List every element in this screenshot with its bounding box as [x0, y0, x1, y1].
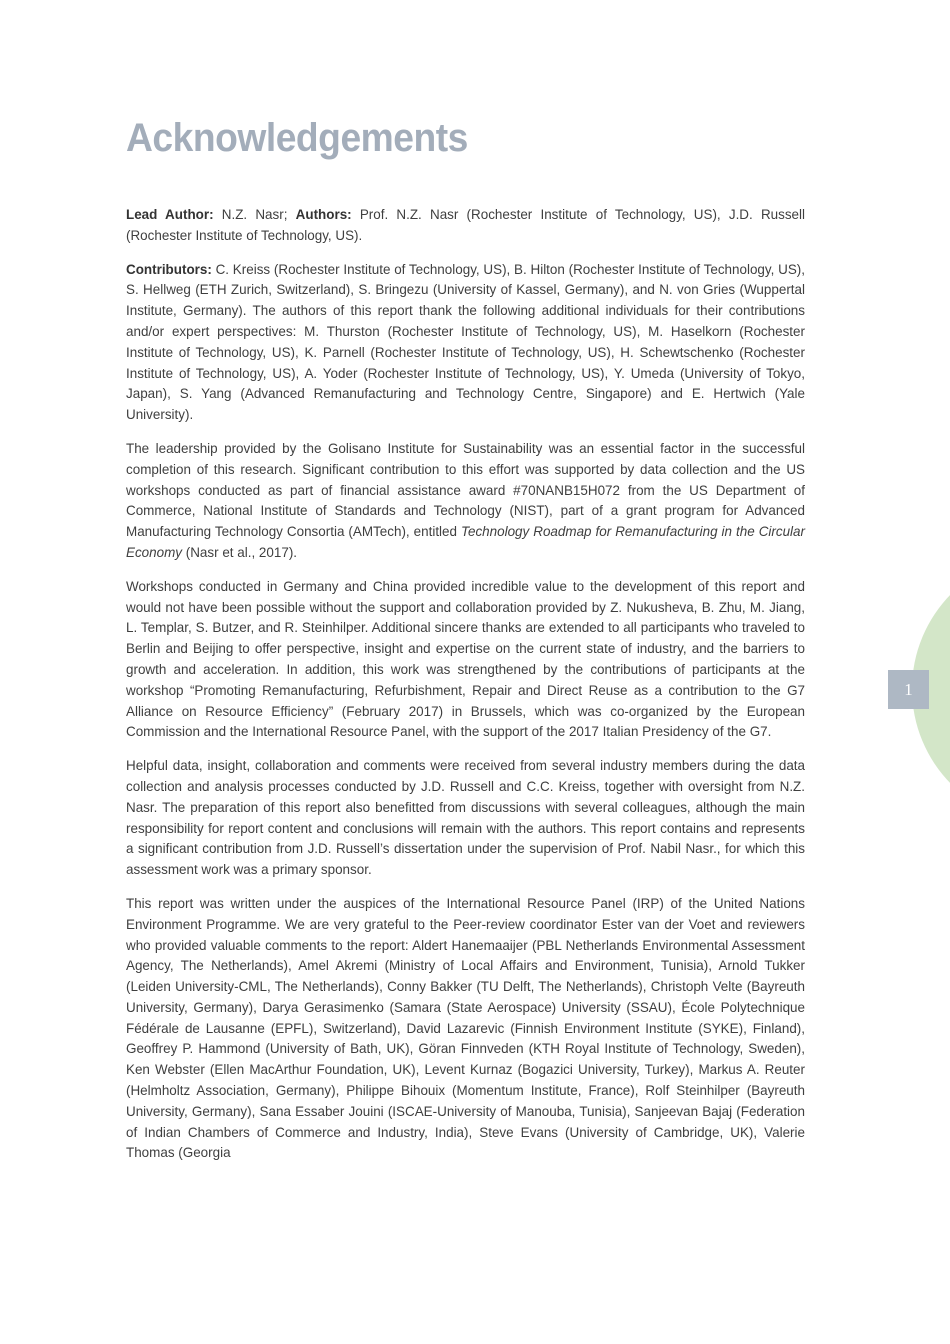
leadership-citation: (Nasr et al., 2017). — [182, 544, 298, 560]
leadership-text: The leadership provided by the Golisano Institute for Sustainability was an essential factor in the successful completion of this research. Significant contribution to this effort was supported by data collection and the US workshops conducted as part of financial assistance award #70NANB15H072 from the US Department of Commerce, National Institute of Standards and Technology (NIST), part of a grant program for Advanced Manufacturing Technology Consortia (AMTech), entitled — [126, 440, 805, 540]
paragraph-industry: Helpful data, insight, collaboration and comments were received from several industry members during the data collection and analysis processes conducted by J.D. Russell and C.C. Kreiss, together with oversight from N.Z. Nasr. The preparation of this report also benefitted from discussions with several colleagues, although the main responsibility for report content and conclusions will remain with the authors. This report contains and represents a significant contribution from J.D. Russell’s dissertation under the supervision of Prof. Nabil Nasr., for which this assessment work was a primary sponsor. — [126, 758, 805, 878]
authors-label: Authors: — [295, 207, 352, 222]
authors-text: Prof. N.Z. Nasr (Rochester Institute of Technology, US), J.D. Russell (Rochester Institute of Technology, US). — [126, 207, 806, 243]
paragraph-irp: This report was written under the auspices of the International Resource Panel (IRP) of the United Nations Environment Programme. We are very grateful to the Peer-review coordinator Ester van der Voet and reviewers who provided valuable comments to the report: Aldert Hanemaaijer (PBL Netherlands Environmental Assessment Agency, The Netherlands), Amel Akremi (Ministry of Local Affairs and Environment, Tunisia), Arnold Tukker (Leiden University-CML, The Netherlands), Conny Bakker (TU Delft, The Netherlands), Christoph Velte (Bayreuth University, Germany), Darya Gerasimenko (Samara (State Aerospace) University (SSAU), École Polytechnique Fédérale de Lausanne (EPFL), Switzerland), David Lazarevic (Finnish Environment Institute (SYKE), Finland), Geoffrey P. Hammond (University of Bath, UK), Göran Finnveden (KTH Royal Institute of Technology, Sweden), Ken Webster (Ellen MacArthur Foundation, UK), Levent Kurnaz (Bogazici University, Turkey), Markus A. Reuter (Helmholtz Association, Germany), Philippe Bihouix (Momentum Institute, France), Rolf Steinhilper (Bayreuth University, Germany), Sana Essaber Jouini (ISCAE-University of Manouba, Tunisia), Sanjeevan Bajaj (Federation of Indian Chambers of Commerce and Industry, India), Steve Evans (University of Cambridge, UK), Valerie Thomas (Georgia — [126, 895, 805, 1161]
paragraph-contributors — [126, 260, 805, 426]
page-number-tab: 1 — [888, 670, 929, 709]
body-text — [126, 205, 805, 1177]
paragraph-leadership — [126, 439, 805, 564]
paragraph-lead-authors — [126, 205, 805, 247]
lead-author-label: Lead Author: — [126, 207, 214, 222]
paragraph-workshops: Workshops conducted in Germany and China provided incredible value to the development of this report and would not have been possible without the support and collaboration provided by Z. Nukusheva, B. Zhu, M. Jiang, L. Templar, S. Butzer, and R. Steinhilper. Additional sincere thanks are extended to all participants who traveled to Berlin and Beijing to offer perspective, insight and expertise on the current state of industry, and the barriers to growth and acceleration. In addition, this work was strengthened by the contributions of participants at the workshop “Promoting Remanufacturing, Refurbishment, Repair and Direct Reuse as a contribution to the G7 Alliance on Resource Efficiency” (February 2017) in Brussels, which was co-organized by the European Commission and the International Resource Panel, with the support of the 2017 Italian Presidency of the G7. — [126, 578, 805, 740]
roadmap-title: Technology Roadmap for Remanufacturing in the Circular Economy — [126, 524, 805, 560]
page-title: Acknowledgements — [126, 116, 468, 160]
contributors-label: Contributors: — [126, 261, 212, 277]
contributors-text: C. Kreiss (Rochester Institute of Technology, US), B. Hilton (Rochester Institute of Technology, US), S. Hellweg (ETH Zurich, Switzerland), S. Bringezu (University of Kassel, Germany), and N. von Gries (Wuppertal Institute, Germany). The authors of this report thank the following additional individuals for their contributions and/or expert perspectives: M. Thurston (Rochester Institute of Technology, US), M. Haselkorn (Rochester Institute of Technology, US), K. Parnell (Rochester Institute of Technology, US), H. Schewtschenko (Rochester Institute of Technology, US), A. Yoder (Rochester Institute of Technology, US), Y. Umeda (University of Tokyo, Japan), S. Yang (Advanced Remanufacturing and Technology Centre, Singapore) and E. Hertwich (Yale University). — [126, 261, 805, 423]
lead-author-text: N.Z. Nasr; — [213, 207, 296, 222]
